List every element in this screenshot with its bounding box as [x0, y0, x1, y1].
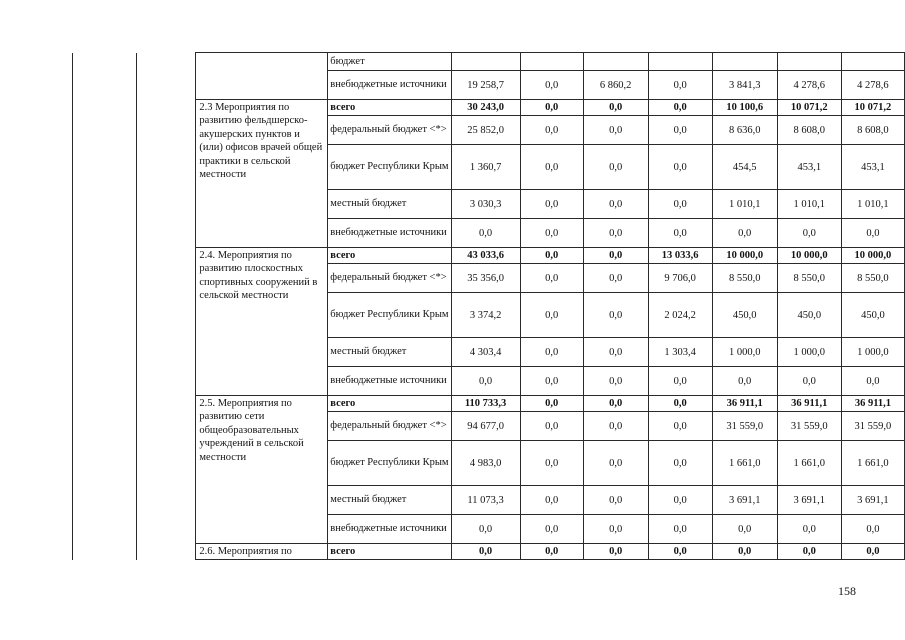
amount-cell: 30 243,0	[451, 100, 520, 116]
amount-cell: 0,0	[520, 441, 583, 486]
amount-cell: 3 691,1	[712, 486, 777, 515]
amount-cell: 0,0	[583, 219, 648, 248]
amount-cell	[841, 53, 904, 71]
funding-source: федеральный бюджет <*>	[328, 264, 451, 293]
amount-cell: 0,0	[841, 544, 904, 560]
program-item-title: 2.6. Мероприятия по	[196, 544, 328, 560]
amount-cell: 1 010,1	[712, 190, 777, 219]
amount-cell: 0,0	[583, 264, 648, 293]
table-row	[73, 100, 905, 116]
amount-cell: 0,0	[520, 396, 583, 412]
amount-cell	[777, 53, 841, 71]
amount-cell: 10 071,2	[841, 100, 904, 116]
amount-cell: 35 356,0	[451, 264, 520, 293]
amount-cell: 0,0	[648, 486, 712, 515]
amount-cell: 0,0	[451, 219, 520, 248]
amount-cell: 6 860,2	[583, 71, 648, 100]
amount-cell: 1 360,7	[451, 145, 520, 190]
amount-cell: 0,0	[583, 145, 648, 190]
amount-cell: 1 661,0	[841, 441, 904, 486]
table-row	[73, 544, 905, 560]
amount-cell: 0,0	[648, 190, 712, 219]
funding-source: внебюджетные источники	[328, 71, 451, 100]
amount-cell: 0,0	[520, 219, 583, 248]
amount-cell: 0,0	[520, 293, 583, 338]
amount-cell: 8 550,0	[777, 264, 841, 293]
amount-cell: 450,0	[712, 293, 777, 338]
amount-cell: 0,0	[520, 338, 583, 367]
amount-cell: 0,0	[648, 544, 712, 560]
amount-cell: 1 661,0	[777, 441, 841, 486]
program-item-continued	[196, 53, 328, 100]
amount-cell: 8 608,0	[841, 116, 904, 145]
amount-cell: 0,0	[648, 515, 712, 544]
funding-source: федеральный бюджет <*>	[328, 116, 451, 145]
amount-cell	[648, 53, 712, 71]
funding-source: внебюджетные источники	[328, 515, 451, 544]
amount-cell: 0,0	[583, 515, 648, 544]
funding-source: бюджет	[328, 53, 451, 71]
amount-cell: 8 636,0	[712, 116, 777, 145]
amount-cell: 0,0	[777, 544, 841, 560]
amount-cell: 10 000,0	[841, 248, 904, 264]
amount-cell: 1 661,0	[712, 441, 777, 486]
amount-cell: 1 010,1	[841, 190, 904, 219]
amount-cell: 453,1	[841, 145, 904, 190]
table-body	[73, 53, 905, 560]
amount-cell: 31 559,0	[712, 412, 777, 441]
program-item-title: 2.4. Мероприятия по развитию плоскостных спортивных сооружений в сельской местности	[196, 248, 328, 396]
amount-cell: 454,5	[712, 145, 777, 190]
amount-cell: 0,0	[520, 190, 583, 219]
amount-cell	[520, 53, 583, 71]
amount-cell: 0,0	[583, 248, 648, 264]
amount-cell: 0,0	[520, 544, 583, 560]
amount-cell: 0,0	[648, 100, 712, 116]
amount-cell: 0,0	[841, 367, 904, 396]
amount-cell: 0,0	[520, 100, 583, 116]
amount-cell: 0,0	[451, 544, 520, 560]
blank-column-b	[136, 53, 196, 560]
amount-cell: 0,0	[520, 145, 583, 190]
amount-cell: 450,0	[777, 293, 841, 338]
amount-cell: 9 706,0	[648, 264, 712, 293]
amount-cell: 0,0	[712, 544, 777, 560]
amount-cell	[451, 53, 520, 71]
amount-cell: 0,0	[583, 116, 648, 145]
amount-cell: 36 911,1	[712, 396, 777, 412]
table-row	[73, 248, 905, 264]
amount-cell: 3 030,3	[451, 190, 520, 219]
amount-cell: 31 559,0	[777, 412, 841, 441]
amount-cell: 0,0	[583, 338, 648, 367]
amount-cell: 0,0	[583, 544, 648, 560]
amount-cell: 0,0	[583, 190, 648, 219]
amount-cell: 0,0	[583, 396, 648, 412]
amount-cell: 8 608,0	[777, 116, 841, 145]
amount-cell: 36 911,1	[841, 396, 904, 412]
amount-cell: 43 033,6	[451, 248, 520, 264]
amount-cell: 0,0	[648, 145, 712, 190]
amount-cell: 25 852,0	[451, 116, 520, 145]
amount-cell: 10 071,2	[777, 100, 841, 116]
amount-cell: 1 000,0	[712, 338, 777, 367]
amount-cell: 0,0	[777, 515, 841, 544]
amount-cell: 10 000,0	[712, 248, 777, 264]
amount-cell: 0,0	[712, 515, 777, 544]
amount-cell: 0,0	[648, 116, 712, 145]
amount-cell: 0,0	[648, 219, 712, 248]
amount-cell: 0,0	[520, 248, 583, 264]
amount-cell: 0,0	[841, 515, 904, 544]
amount-cell: 0,0	[841, 219, 904, 248]
amount-cell: 110 733,3	[451, 396, 520, 412]
amount-cell: 0,0	[583, 412, 648, 441]
amount-cell: 0,0	[451, 515, 520, 544]
blank-column-a	[73, 53, 137, 560]
amount-cell: 0,0	[777, 219, 841, 248]
funding-source: бюджет Республики Крым	[328, 293, 451, 338]
amount-cell: 0,0	[712, 219, 777, 248]
funding-source: всего	[328, 544, 451, 560]
amount-cell: 11 073,3	[451, 486, 520, 515]
amount-cell: 0,0	[648, 396, 712, 412]
table-row	[73, 396, 905, 412]
funding-source: местный бюджет	[328, 190, 451, 219]
amount-cell: 453,1	[777, 145, 841, 190]
amount-cell: 0,0	[583, 486, 648, 515]
funding-source: бюджет Республики Крым	[328, 441, 451, 486]
amount-cell: 0,0	[648, 412, 712, 441]
amount-cell: 13 033,6	[648, 248, 712, 264]
amount-cell: 0,0	[648, 71, 712, 100]
program-item-title: 2.5. Мероприятия по развитию сети общеобразовательных учреждений в сельской местности	[196, 396, 328, 544]
program-item-title: 2.3 Мероприятия по развитию фельдшерско-акушерских пунктов и (или) офисов врачей общей практики в сельской местности	[196, 100, 328, 248]
amount-cell: 10 000,0	[777, 248, 841, 264]
page-number: 158	[838, 584, 856, 598]
amount-cell: 1 010,1	[777, 190, 841, 219]
funding-source: федеральный бюджет <*>	[328, 412, 451, 441]
amount-cell: 4 983,0	[451, 441, 520, 486]
amount-cell: 19 258,7	[451, 71, 520, 100]
amount-cell: 1 000,0	[777, 338, 841, 367]
amount-cell: 0,0	[520, 515, 583, 544]
amount-cell: 1 000,0	[841, 338, 904, 367]
amount-cell: 3 691,1	[777, 486, 841, 515]
amount-cell: 4 278,6	[777, 71, 841, 100]
funding-source: бюджет Республики Крым	[328, 145, 451, 190]
amount-cell: 3 374,2	[451, 293, 520, 338]
amount-cell: 4 303,4	[451, 338, 520, 367]
funding-source: всего	[328, 248, 451, 264]
budget-table	[72, 52, 905, 560]
amount-cell: 0,0	[777, 367, 841, 396]
amount-cell: 3 691,1	[841, 486, 904, 515]
amount-cell: 8 550,0	[841, 264, 904, 293]
amount-cell: 0,0	[583, 100, 648, 116]
amount-cell: 0,0	[648, 367, 712, 396]
amount-cell: 0,0	[648, 441, 712, 486]
amount-cell: 450,0	[841, 293, 904, 338]
funding-source: внебюджетные источники	[328, 367, 451, 396]
amount-cell: 3 841,3	[712, 71, 777, 100]
amount-cell: 4 278,6	[841, 71, 904, 100]
amount-cell: 1 303,4	[648, 338, 712, 367]
funding-source: местный бюджет	[328, 486, 451, 515]
amount-cell: 0,0	[712, 367, 777, 396]
amount-cell: 0,0	[583, 367, 648, 396]
funding-source: всего	[328, 396, 451, 412]
funding-source: внебюджетные источники	[328, 219, 451, 248]
amount-cell: 0,0	[520, 486, 583, 515]
funding-source: местный бюджет	[328, 338, 451, 367]
funding-source: всего	[328, 100, 451, 116]
amount-cell: 36 911,1	[777, 396, 841, 412]
amount-cell: 31 559,0	[841, 412, 904, 441]
amount-cell: 94 677,0	[451, 412, 520, 441]
amount-cell: 0,0	[520, 412, 583, 441]
table-row	[73, 53, 905, 71]
amount-cell	[583, 53, 648, 71]
amount-cell: 0,0	[520, 367, 583, 396]
amount-cell	[712, 53, 777, 71]
amount-cell: 0,0	[583, 441, 648, 486]
amount-cell: 0,0	[520, 71, 583, 100]
amount-cell: 0,0	[520, 264, 583, 293]
amount-cell: 0,0	[520, 116, 583, 145]
amount-cell: 10 100,6	[712, 100, 777, 116]
amount-cell: 8 550,0	[712, 264, 777, 293]
amount-cell: 2 024,2	[648, 293, 712, 338]
amount-cell: 0,0	[583, 293, 648, 338]
amount-cell: 0,0	[451, 367, 520, 396]
